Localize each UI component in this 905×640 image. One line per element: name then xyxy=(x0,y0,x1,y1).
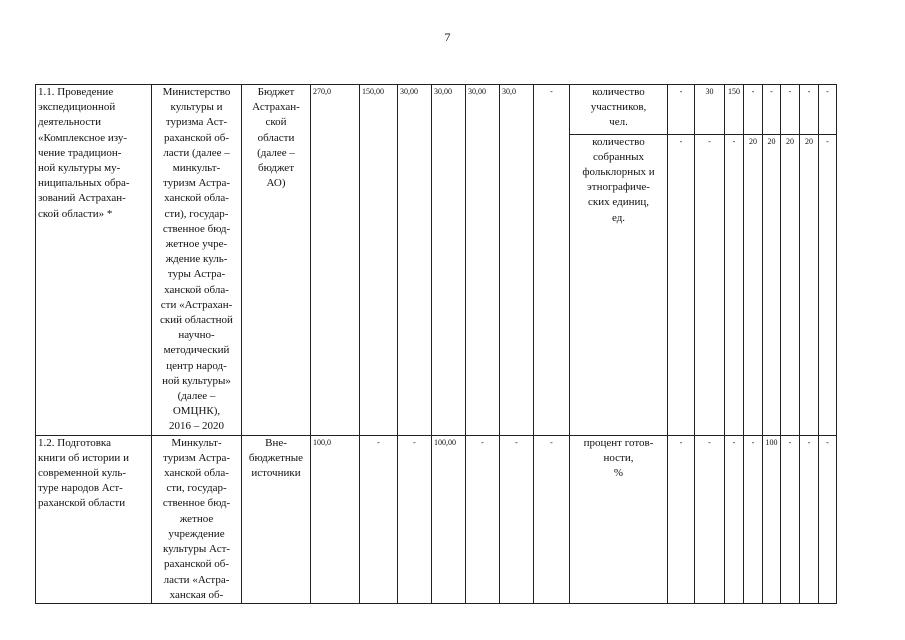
indicator-value-cell: - xyxy=(744,85,763,135)
indicator-value-cell: - xyxy=(800,85,819,135)
measure-name-cell: 1.1. Проведение экспедиционной деятельности «Комплексное изу- чение традицион- ной культуры му- ниципальных обра- зований Астрахан- ской области» * xyxy=(36,85,152,436)
finance-total-cell: 270,0 xyxy=(311,85,360,436)
executor-cell: Министерство культуры и туризма Аст- раханской об- ласти (далее – минкульт- туризм Астра- ханской обла- сти), государ- ственное бюд- жетное учре- ждение куль- туры Астра- ханской обла- сти «Астрахан- ский областной научно- методический центр народ- ной культуры» (далее – ОМЦНК), 2016 – 2020 xyxy=(152,85,242,436)
funding-source-cell: Вне- бюджетные источники xyxy=(242,435,311,603)
finance-year-cell: 30,00 xyxy=(398,85,432,436)
indicator-value-cell: 20 xyxy=(800,134,819,435)
indicator-value-cell: - xyxy=(725,435,744,603)
indicator-value-cell: - xyxy=(695,134,725,435)
indicator-value-cell: 20 xyxy=(781,134,800,435)
measure-name-cell: 1.2. Подготовка книги об истории и современной куль- туре народов Аст- раханской области xyxy=(36,435,152,603)
page-number: 7 xyxy=(444,30,451,44)
table-row xyxy=(36,435,837,603)
indicator-value-cell: 20 xyxy=(744,134,763,435)
finance-year-cell: - xyxy=(500,435,534,603)
finance-total-cell: 100,0 xyxy=(311,435,360,603)
indicator-value-cell: - xyxy=(819,85,837,135)
finance-year-cell: - xyxy=(534,85,570,436)
indicator-value-cell: 30 xyxy=(695,85,725,135)
finance-year-cell: - xyxy=(360,435,398,603)
program-table xyxy=(35,84,837,604)
indicator-value-cell: - xyxy=(819,435,837,603)
indicator-value-cell: - xyxy=(695,435,725,603)
indicator-value-cell: - xyxy=(744,435,763,603)
finance-year-cell: 30,00 xyxy=(466,85,500,436)
indicator-name-cell: количество участников, чел. xyxy=(570,85,668,135)
finance-year-cell: - xyxy=(466,435,500,603)
finance-year-cell: 100,00 xyxy=(432,435,466,603)
indicator-value-cell: 20 xyxy=(763,134,781,435)
indicator-name-cell: количество собранных фольклорных и этнографиче- ских единиц, ед. xyxy=(570,134,668,435)
indicator-value-cell: - xyxy=(781,435,800,603)
indicator-value-cell: - xyxy=(668,85,695,135)
finance-year-cell: 30,00 xyxy=(432,85,466,436)
table-row xyxy=(36,85,837,135)
indicator-name-cell: процент готов- ности, % xyxy=(570,435,668,603)
indicator-value-cell: - xyxy=(668,134,695,435)
finance-year-cell: - xyxy=(398,435,432,603)
indicator-value-cell: - xyxy=(819,134,837,435)
finance-year-cell: 150,00 xyxy=(360,85,398,436)
executor-cell: Минкульт- туризм Астра- ханской обла- сти, государ- ственное бюд- жетное учреждение культуры Аст- раханской об- ласти «Астра- ханская об- xyxy=(152,435,242,603)
indicator-value-cell: - xyxy=(668,435,695,603)
funding-source-cell: Бюджет Астрахан- ской области (далее – бюджет АО) xyxy=(242,85,311,436)
finance-year-cell: 30,0 xyxy=(500,85,534,436)
indicator-value-cell: - xyxy=(725,134,744,435)
indicator-value-cell: 150 xyxy=(725,85,744,135)
indicator-value-cell: 100 xyxy=(763,435,781,603)
indicator-value-cell: - xyxy=(763,85,781,135)
indicator-value-cell: - xyxy=(781,85,800,135)
finance-year-cell: - xyxy=(534,435,570,603)
indicator-value-cell: - xyxy=(800,435,819,603)
